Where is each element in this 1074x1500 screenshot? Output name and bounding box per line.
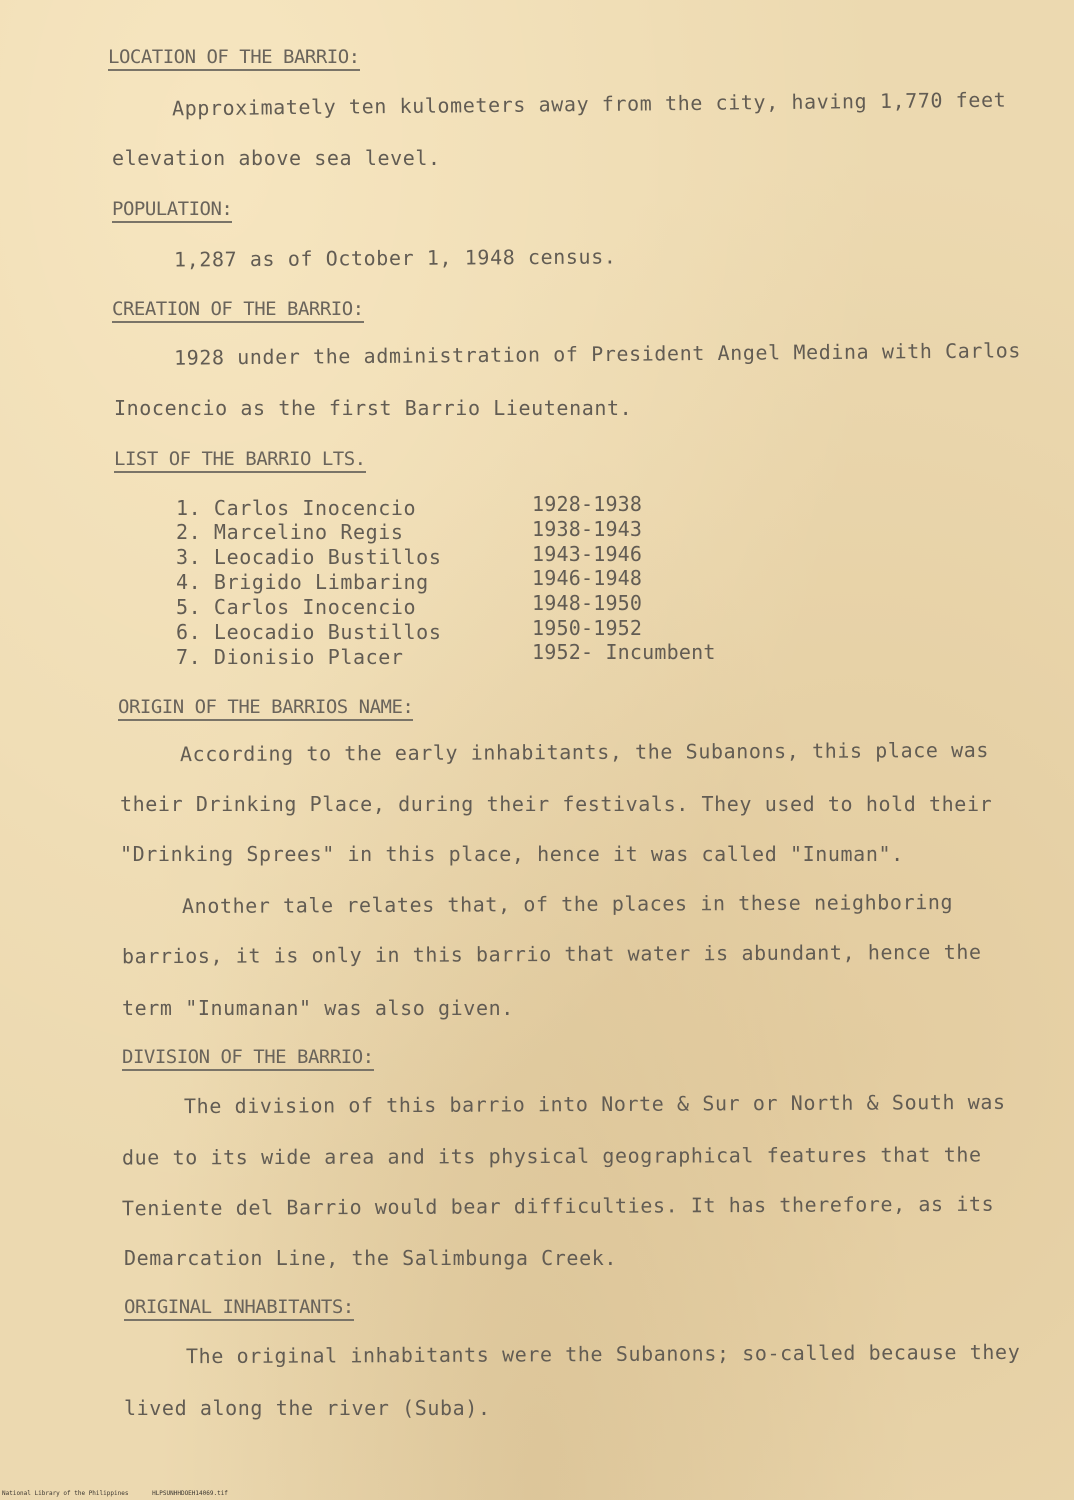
origin-line-1: According to the early inhabitants, the Subanons, this place was xyxy=(179,737,990,767)
creation-line-1: 1928 under the administration of President Angel Medina with Carlos xyxy=(173,338,1022,370)
lieutenant-years: 1946-1948 xyxy=(532,566,643,590)
heading-location: LOCATION OF THE BARRIO: xyxy=(108,46,360,71)
heading-origin: ORIGIN OF THE BARRIOS NAME: xyxy=(118,696,413,721)
lieutenant-name: 7. Dionisio Placer xyxy=(176,645,404,669)
lieutenant-years: 1948-1950 xyxy=(532,591,643,615)
creation-line-2: Inocencio as the first Barrio Lieutenant. xyxy=(114,396,633,420)
lieutenant-name: 3. Leocadio Bustillos xyxy=(176,545,442,569)
inhabitants-line-1: The original inhabitants were the Subanons; so-called because they xyxy=(185,1339,1021,1369)
population-line-1: 1,287 as of October 1, 1948 census. xyxy=(173,244,617,272)
lieutenant-years: 1950-1952 xyxy=(532,616,643,640)
lieutenant-name: 5. Carlos Inocencio xyxy=(176,595,417,619)
heading-division: DIVISION OF THE BARRIO: xyxy=(122,1046,374,1071)
footer-library: National Library of the Philippines xyxy=(2,1490,129,1497)
location-line-2: elevation above sea level. xyxy=(112,146,441,170)
footer-filename: HLPSUNHHDOEH14069.tif xyxy=(152,1490,228,1497)
inhabitants-line-2: lived along the river (Suba). xyxy=(124,1396,491,1420)
lieutenant-years: 1928-1938 xyxy=(532,492,643,516)
lieutenant-name: 1. Carlos Inocencio xyxy=(176,496,417,520)
lieutenant-name: 2. Marcelino Regis xyxy=(176,520,404,544)
origin-line-5: barrios, it is only in this barrio that water is abundant, hence the xyxy=(121,939,982,969)
location-line-1: Approximately ten kulometers away from the city, having 1,770 feet xyxy=(171,87,1007,121)
division-line-1: The division of this barrio into Norte & Sur or North & South was xyxy=(183,1089,1006,1119)
division-line-4: Demarcation Line, the Salimbunga Creek. xyxy=(124,1246,617,1270)
heading-population: POPULATION: xyxy=(112,198,232,223)
origin-line-6: term "Inumanan" was also given. xyxy=(122,996,514,1020)
division-line-2: due to its wide area and its physical geographical features that the xyxy=(121,1142,982,1170)
lieutenant-years: 1938-1943 xyxy=(532,517,643,541)
heading-inhabitants: ORIGINAL INHABITANTS: xyxy=(124,1296,354,1321)
origin-line-4: Another tale relates that, of the places in these neighboring xyxy=(181,889,954,919)
lieutenant-name: 4. Brigido Limbaring xyxy=(176,570,429,594)
division-line-3: Teniente del Barrio would bear difficulties. It has therefore, as its xyxy=(121,1191,995,1221)
lieutenant-years: 1952- Incumbent xyxy=(532,640,716,664)
lieutenant-name: 6. Leocadio Bustillos xyxy=(176,620,442,644)
origin-line-2: their Drinking Place, during their festivals. They used to hold their xyxy=(120,792,993,816)
heading-lieutenants: LIST OF THE BARRIO LTS. xyxy=(114,448,366,473)
heading-creation: CREATION OF THE BARRIO: xyxy=(112,298,364,323)
origin-line-3: "Drinking Sprees" in this place, hence it was called "Inuman". xyxy=(120,842,904,866)
scan-footer xyxy=(2,1490,248,1497)
lieutenant-years: 1943-1946 xyxy=(532,542,643,566)
